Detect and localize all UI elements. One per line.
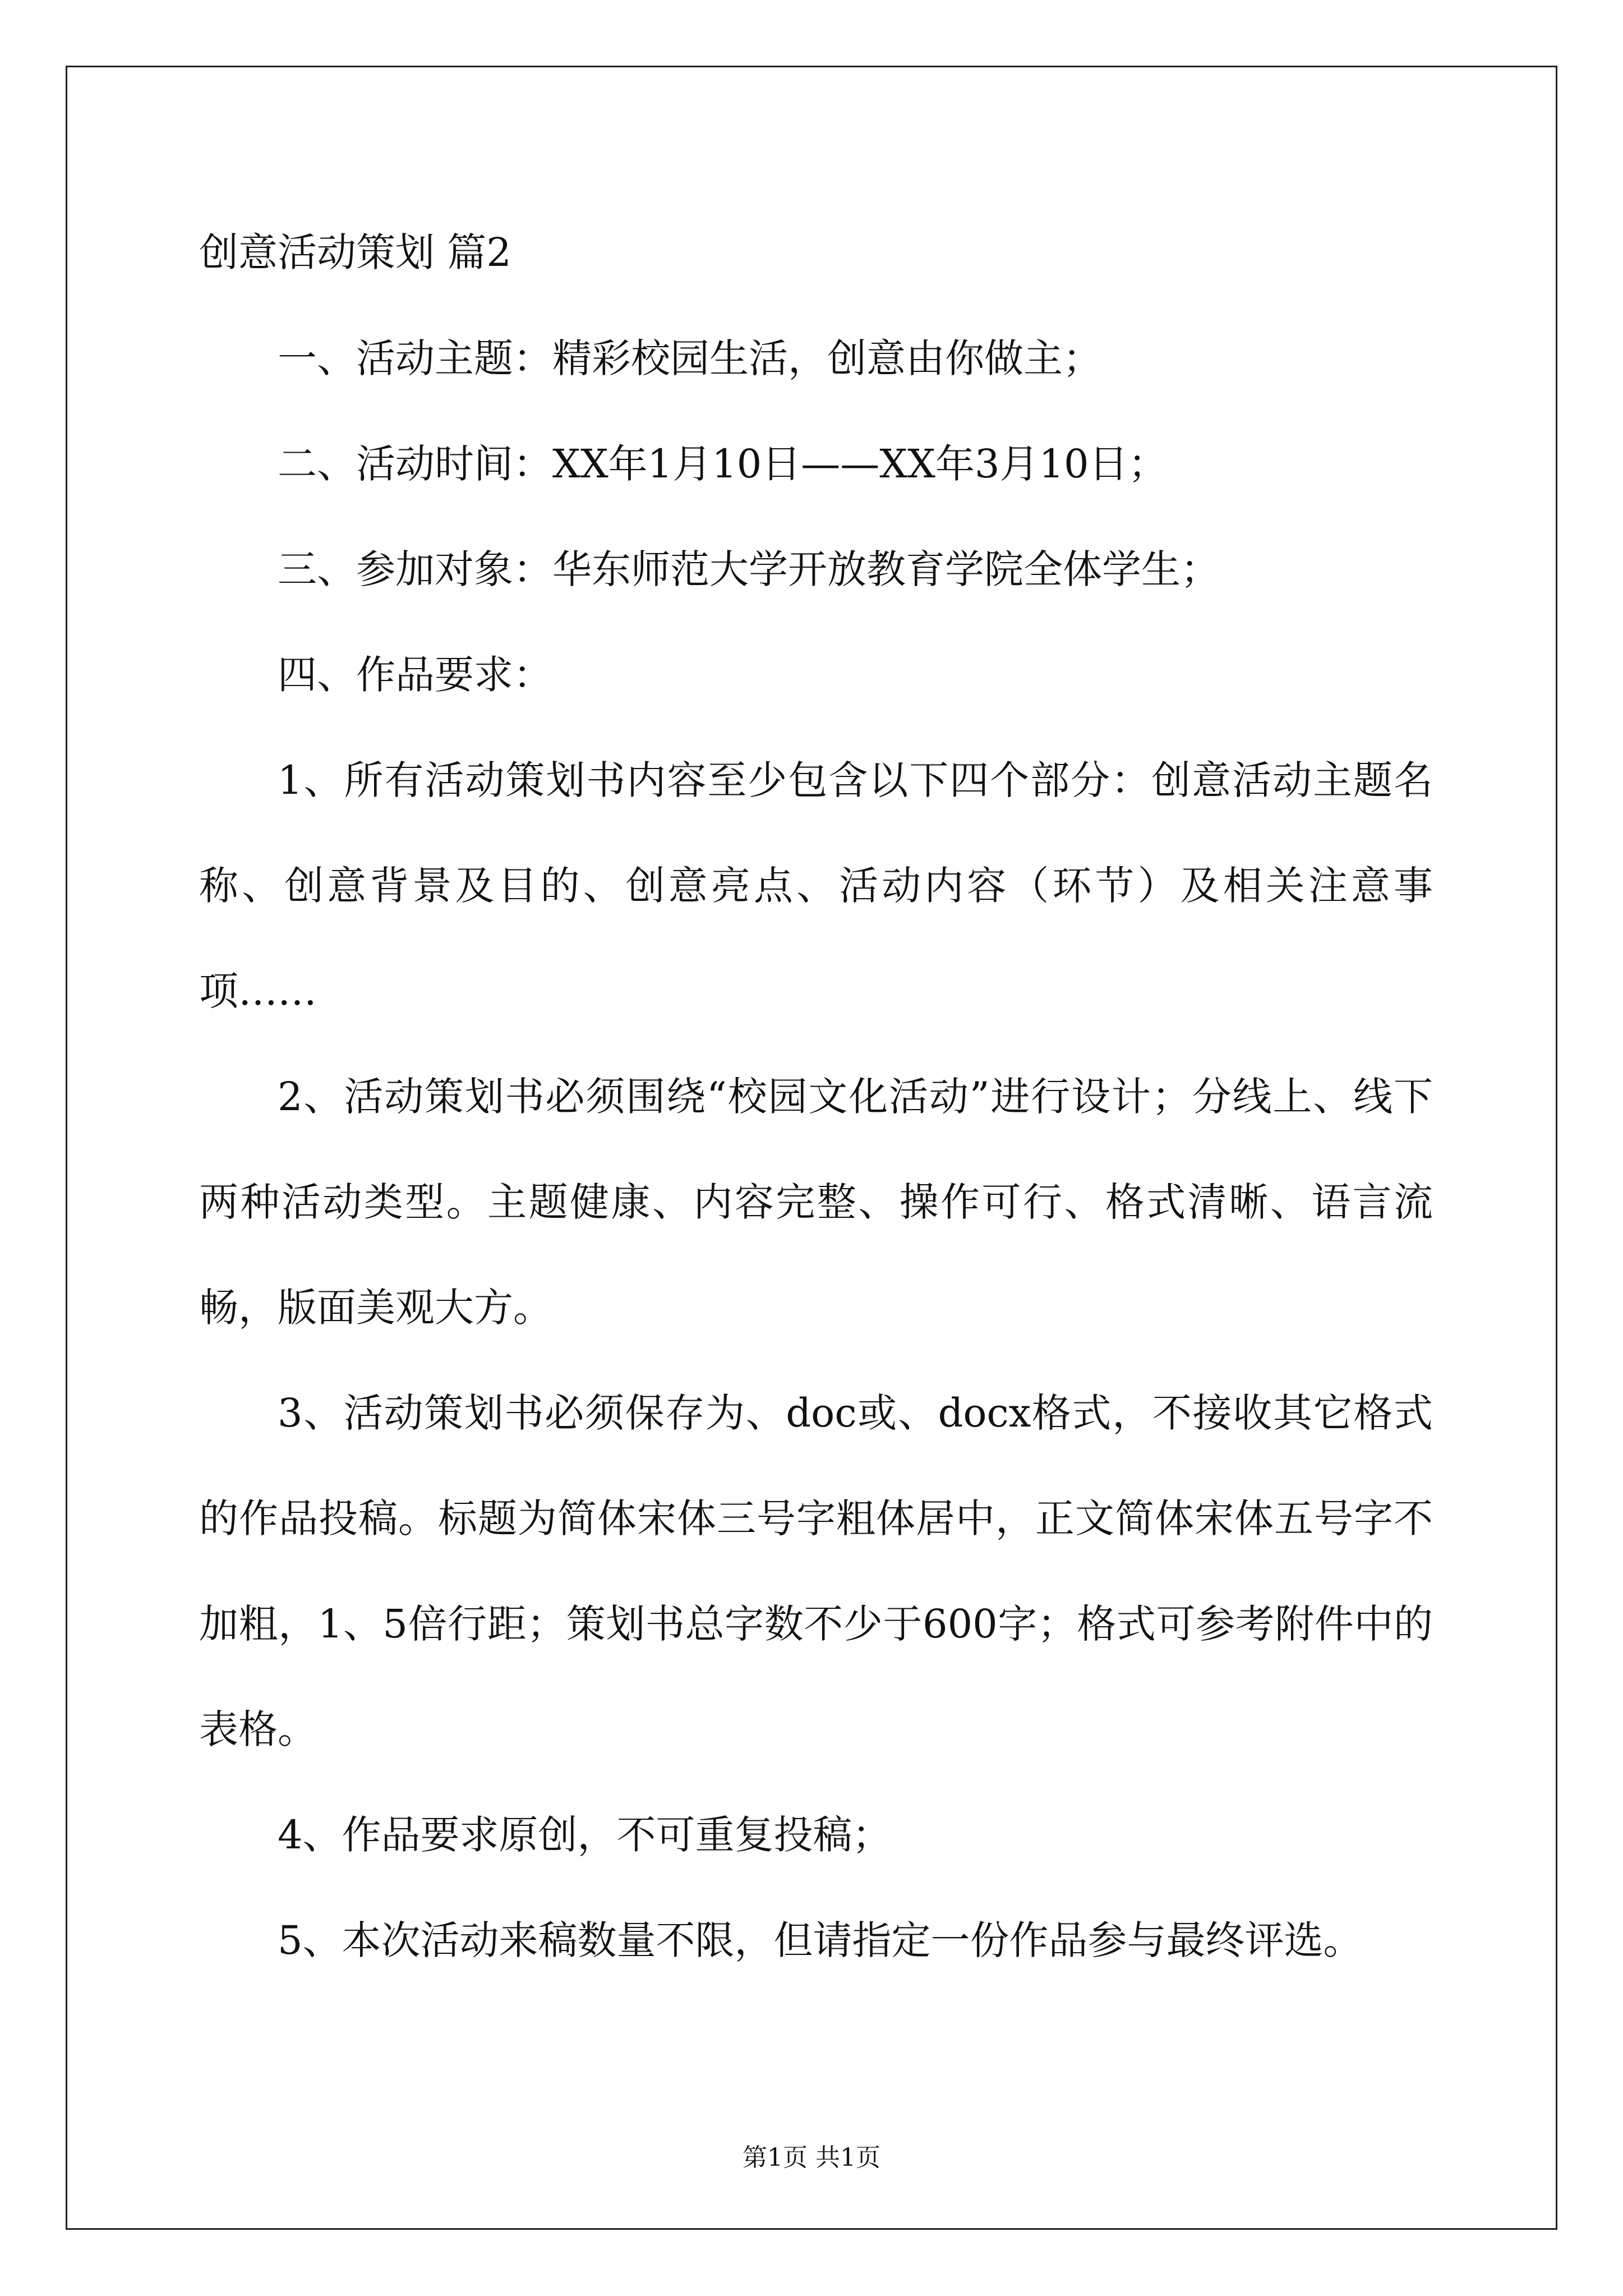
section-requirements-heading: 四、作品要求： xyxy=(278,652,552,698)
requirement-item-5: 5、本次活动来稿数量不限，但请指定一份作品参与最终评选。 xyxy=(278,1917,1363,1963)
requirement-item-1: 1、所有活动策划书内容至少包含以下四个部分：创意活动主题名称、创意背景及目的、创意亮点、活动内容（环节）及相关注意事项…… xyxy=(199,757,1433,1014)
requirement-item-3: 3、活动策划书必须保存为、doc或、docx格式，不接收其它格式的作品投稿。标题为简体宋体三号字粗体居中，正文简体宋体五号字不加粗，1、5倍行距；策划书总字数不少于600字；格式可参考附件中的表格。 xyxy=(199,1390,1433,1752)
page-footer: 第1页 共1页 xyxy=(743,2143,880,2172)
requirement-item-2: 2、活动策划书必须围绕“校园文化活动”进行设计；分线上、线下两种活动类型。主题健康、内容完整、操作可行、格式清晰、语言流畅，版面美观大方。 xyxy=(199,1074,1433,1331)
section-theme: 一、活动主题：精彩校园生活，创意由你做主； xyxy=(278,335,1102,381)
section-participants: 三、参加对象：华东师范大学开放教育学院全体学生； xyxy=(278,546,1220,592)
document-title: 创意活动策划 篇2 xyxy=(199,229,511,275)
section-time: 二、活动时间：XX年1月10日——XX年3月10日； xyxy=(278,441,1168,487)
requirement-item-4: 4、作品要求原创，不可重复投稿； xyxy=(278,1812,892,1858)
